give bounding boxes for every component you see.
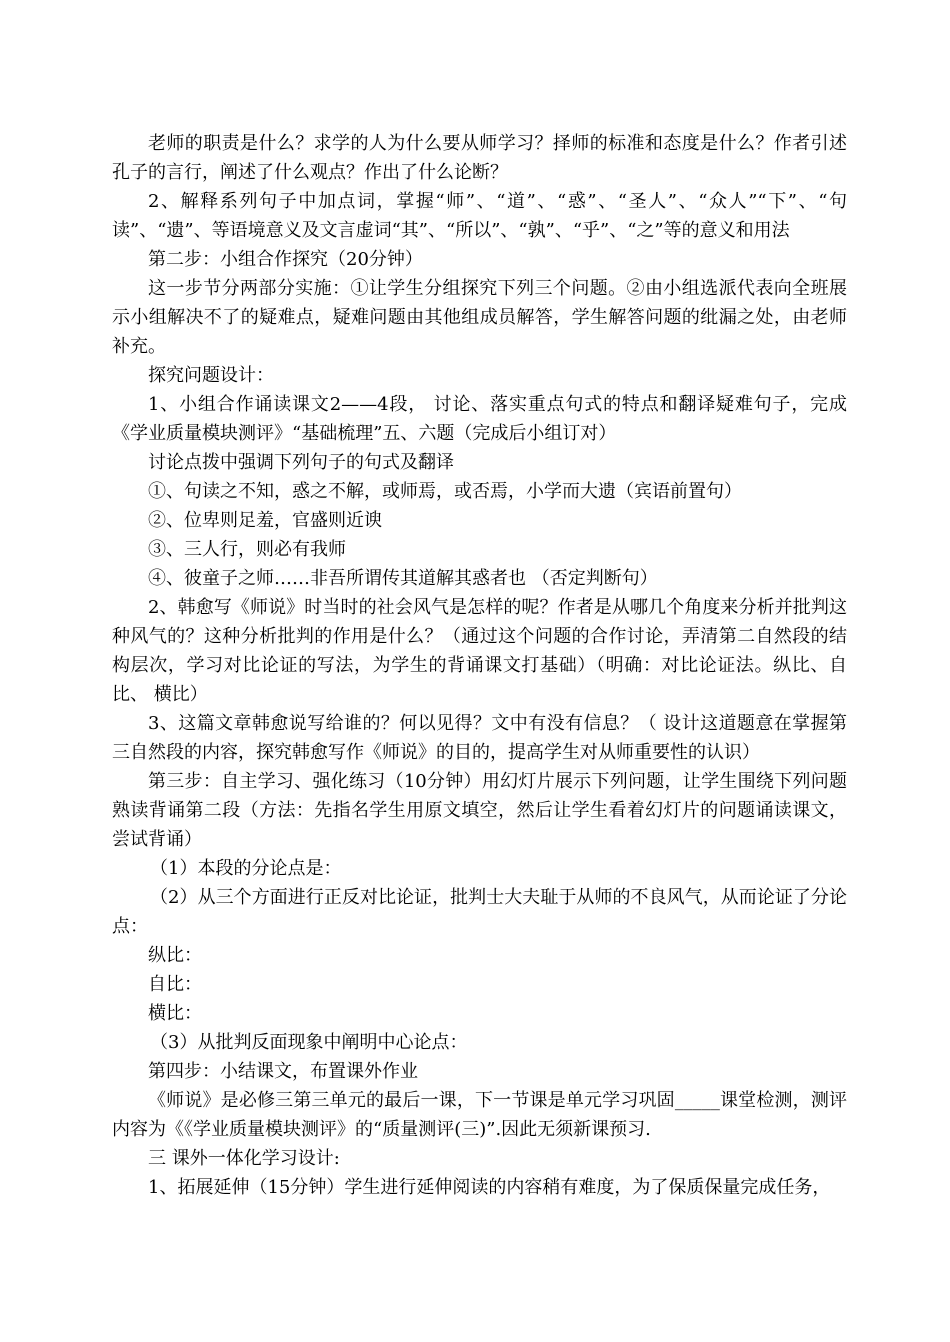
paragraph-vertical-comparison: 纵比：: [148, 945, 202, 966]
paragraph-question-design-heading: 探究问题设计：: [148, 365, 274, 386]
paragraph-question-3: 3、这篇文章韩愈说写给谁的？何以见得？文中有没有信息？（ 设计这道题意在掌握第三自然段的内容，探究韩愈写作《师说》的目的，提高学生对从师重要性的认识）: [112, 713, 847, 763]
paragraph-step-two-description: 这一步节分两部分实施：①让学生分组探究下列三个问题。②由小组选派代表向全班展示小组解决不了的疑难点，疑难问题由其他组成员解答，学生解答问题的纰漏之处，由老师补充。: [112, 278, 847, 357]
paragraph-sentence-emphasis: 讨论点拨中强调下列句子的句式及翻译: [148, 452, 454, 473]
paragraph-section-three-heading: 三 课外一体化学习设计:: [148, 1148, 340, 1169]
paragraph-self-comparison: 自比：: [148, 974, 202, 995]
paragraph-explain-words: 2、解释系列句子中加点词，掌握“师”、“道”、“惑”、“圣人”、“众人”“下”、“句读”、“遗”、等语境意义及文言虚词“其”、“所以”、“孰”、“乎”、“之”等的意义和用法: [112, 191, 847, 241]
paragraph-sentence-2: ②、位卑则足羞，官盛则近谀: [148, 510, 382, 531]
paragraph-sub-point-3: （3）从批判反面现象中阐明中心论点：: [150, 1032, 468, 1053]
paragraph-step-three: 第三步：自主学习、强化练习（10分钟）用幻灯片展示下列问题，让学生围绕下列问题熟读背诵第二段（方法：先指名学生用原文填空，然后让学生看着幻灯片的问题诵读课文，尝试背诵）: [112, 771, 847, 850]
paragraph-extension-reading: 1、拓展延伸（15分钟）学生进行延伸阅读的内容稍有难度，为了保质保量完成任务，: [148, 1177, 831, 1198]
paragraph-step-four-heading: 第四步：小结课文，布置课外作业: [148, 1061, 418, 1082]
paragraph-step-two-heading: 第二步：小组合作探究（20分钟）: [148, 249, 423, 270]
paragraph-horizontal-comparison: 横比：: [148, 1003, 202, 1024]
paragraph-sentence-4: ④、彼童子之师……非吾所谓传其道解其惑者也 （否定判断句）: [148, 568, 658, 589]
paragraph-sentence-3: ③、三人行，则必有我师: [148, 539, 346, 560]
paragraph-sub-point-2: （2）从三个方面进行正反对比论证，批判士大夫耻于从师的不良风气，从而论证了分论点：: [112, 887, 847, 937]
paragraph-sub-point-1: （1）本段的分论点是：: [150, 858, 342, 879]
paragraph-next-lesson: 《师说》是必修三第三单元的最后一课，下一节课是单元学习巩固_____课堂检测，测评内容为《《学业质量模块测评》的“质量测评(三)”.因此无须新课预习.: [112, 1090, 847, 1140]
paragraph-question-2: 2、韩愈写《师说》时当时的社会风气是怎样的呢？作者是从哪几个角度来分析并批判这种风气的？这种分析批判的作用是什么？（通过这个问题的合作讨论，弄清第二自然段的结构层次，学习对比论证的写法，为学生的背诵课文打基础）（明确：对比论证法。纵比、自比、 横比）: [112, 597, 847, 705]
paragraph-teacher-questions: 老师的职责是什么？求学的人为什么要从师学习？择师的标准和态度是什么？作者引述孔子的言行，阐述了什么观点？作出了什么论断？: [112, 133, 847, 183]
paragraph-group-reading: 1、小组合作诵读课文2——4段， 讨论、落实重点句式的特点和翻译疑难句子，完成《学业质量模块测评》“基础梳理”五、六题（完成后小组订对）: [112, 394, 847, 444]
paragraph-sentence-1: ①、句读之不知，惑之不解，或师焉，或否焉，小学而大遗（宾语前置句）: [148, 481, 742, 502]
document-body: [112, 129, 847, 1202]
